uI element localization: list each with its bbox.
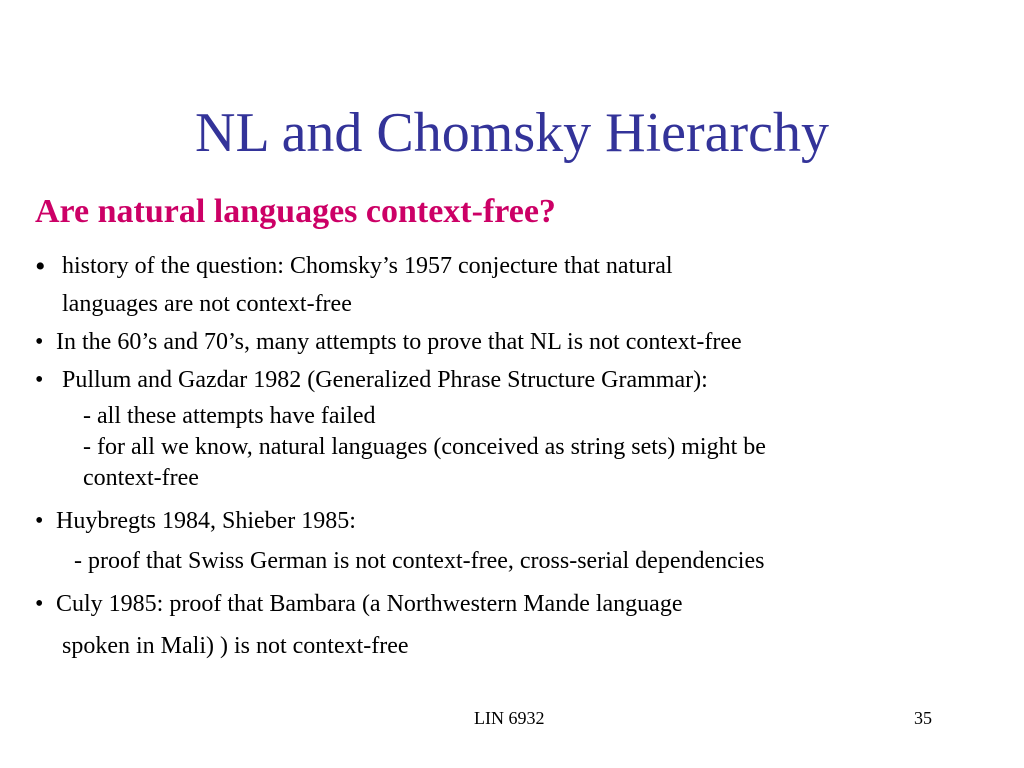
bullet-text: history of the question: Chomsky’s 1957 conjecture that natural bbox=[62, 253, 673, 279]
sub-point-text: - all these attempts have failed bbox=[83, 403, 376, 429]
sub-point-text: - for all we know, natural languages (conceived as string sets) might be bbox=[83, 434, 766, 460]
slide-subtitle: Are natural languages context-free? bbox=[35, 193, 556, 230]
bullet-icon: • bbox=[35, 250, 46, 283]
sub-point-text: context-free bbox=[83, 465, 199, 491]
sub-point-text: - proof that Swiss German is not context-free, cross-serial dependencies bbox=[74, 548, 765, 574]
bullet-text: In the 60’s and 70’s, many attempts to prove that NL is not context-free bbox=[56, 329, 742, 355]
bullet-text: Huybregts 1984, Shieber 1985: bbox=[56, 508, 356, 534]
bullet-icon: • bbox=[35, 591, 44, 617]
bullet-text: Culy 1985: proof that Bambara (a Northwestern Mande language bbox=[56, 591, 683, 617]
bullet-text: Pullum and Gazdar 1982 (Generalized Phrase Structure Grammar): bbox=[62, 367, 708, 393]
footer-course: LIN 6932 bbox=[474, 708, 545, 728]
slide-number: 35 bbox=[914, 708, 932, 728]
slide-title: NL and Chomsky Hierarchy bbox=[195, 102, 829, 164]
bullet-icon: • bbox=[35, 508, 44, 534]
bullet-text-continuation: spoken in Mali) ) is not context-free bbox=[62, 633, 409, 659]
bullet-icon: • bbox=[35, 367, 44, 393]
bullet-icon: • bbox=[35, 329, 44, 355]
bullet-text-continuation: languages are not context-free bbox=[62, 291, 352, 317]
